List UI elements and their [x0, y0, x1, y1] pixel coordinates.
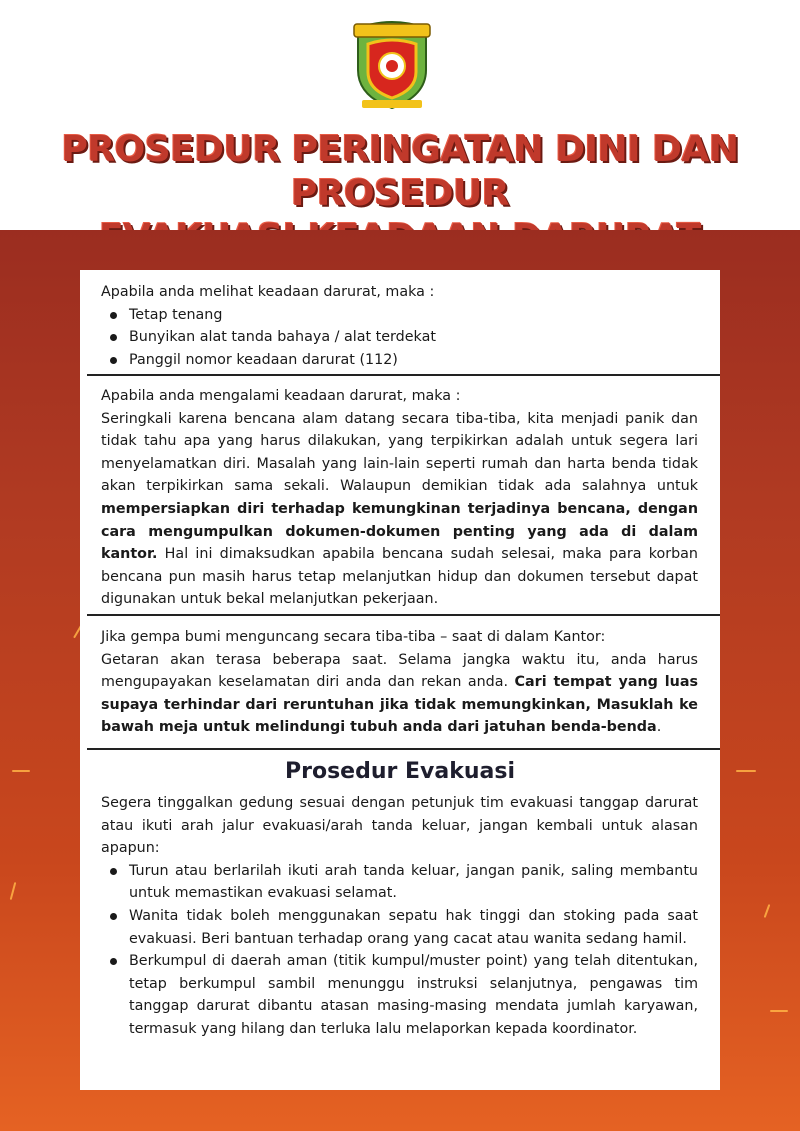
- ember-spark: [12, 770, 30, 772]
- list-item: Berkumpul di daerah aman (titik kumpul/muster point) yang telah ditentukan, tetap berkumpul sambil menunggu instruksi selanjutnya, pengawas tim tanggap darurat dibantu atasan masing-masing mendata jumlah karyawan, termasuk yang hilang dan terluka lalu melaporkan kepada koordinator.: [101, 950, 698, 1040]
- section-divider: [87, 374, 720, 376]
- paragraph-text: Getaran akan terasa beberapa saat. Selama jangka waktu itu, anda harus mengupayakan keselamatan diri anda dan rekan anda.: [101, 651, 698, 691]
- section-paragraph: [101, 408, 698, 611]
- title-line-1: PROSEDUR PERINGATAN DINI DAN PROSEDUR: [61, 129, 739, 214]
- bullet-list: [101, 304, 698, 372]
- ember-spark: [764, 904, 771, 918]
- list-item: Bunyikan alat tanda bahaya / alat terdekat: [101, 326, 698, 349]
- content-card: [80, 270, 720, 1090]
- city-emblem-logo: [352, 14, 432, 110]
- section-intro: Apabila anda melihat keadaan darurat, maka :: [101, 284, 435, 300]
- ember-spark: [736, 770, 756, 772]
- ember-spark: [10, 882, 17, 900]
- section-divider: [87, 748, 720, 750]
- paragraph-text: Seringkali karena bencana alam datang secara tiba-tiba, kita menjadi panik dan tidak tahu apa yang harus dilakukan, yang terpikirkan adalah untuk segera lari menyelamatkan diri. Masalah yang lain-lain seperti rumah dan harta benda tidak akan terpikirkan sama sekali. Walaupun demikian tidak ada salahnya untuk: [101, 410, 698, 495]
- section-intro: Apabila anda mengalami keadaan darurat, maka :: [101, 388, 461, 404]
- paragraph-text: Hal ini dimaksudkan apabila bencana sudah selesai, maka para korban bencana pun masih harus tetap melanjutkan hidup dan dokumen tersebut dapat digunakan untuk bekal melanjutkan pekerjaan.: [101, 546, 698, 608]
- section-paragraph: [101, 649, 698, 739]
- section-divider: [87, 614, 720, 616]
- paragraph-text: .: [656, 719, 662, 736]
- list-item: Turun atau berlarilah ikuti arah tanda keluar, jangan panik, saling membantu untuk memastikan evakuasi selamat.: [101, 860, 698, 905]
- list-item: Tetap tenang: [101, 304, 698, 327]
- section-observe-emergency: [101, 281, 698, 371]
- paragraph-bold-text: Cari tempat yang luas supaya terhindar dari reruntuhan jika tidak memungkinkan, Masuklah ke bawah meja untuk melindungi tubuh anda dari jatuhan benda-benda: [101, 674, 698, 736]
- section-intro: Segera tinggalkan gedung sesuai dengan petunjuk tim evakuasi tanggap darurat atau ikuti arah jalur evakuasi/arah tanda keluar, jangan kembali untuk alasan apapun:: [101, 795, 698, 857]
- section-intro: Jika gempa bumi menguncang secara tiba-tiba – saat di dalam Kantor:: [101, 629, 606, 645]
- list-item: Wanita tidak boleh menggunakan sepatu hak tinggi dan stoking pada saat evakuasi. Beri bantuan terhadap orang yang cacat atau wanita sedang hamil.: [101, 905, 698, 950]
- evacuation-heading: Prosedur Evakuasi: [284, 759, 515, 784]
- section-earthquake: [101, 626, 698, 739]
- section-experience-emergency: [101, 385, 698, 611]
- paragraph-bold-text: mempersiapkan diri terhadap kemungkinan terjadinya bencana, dengan cara mengumpulkan dokumen-dokumen penting yang ada di dalam kantor.: [101, 500, 698, 563]
- ember-spark: [770, 1010, 788, 1012]
- list-item: Panggil nomor keadaan darurat (112): [101, 349, 698, 372]
- bullet-list: [101, 860, 698, 1041]
- section-evacuation: [101, 792, 698, 1041]
